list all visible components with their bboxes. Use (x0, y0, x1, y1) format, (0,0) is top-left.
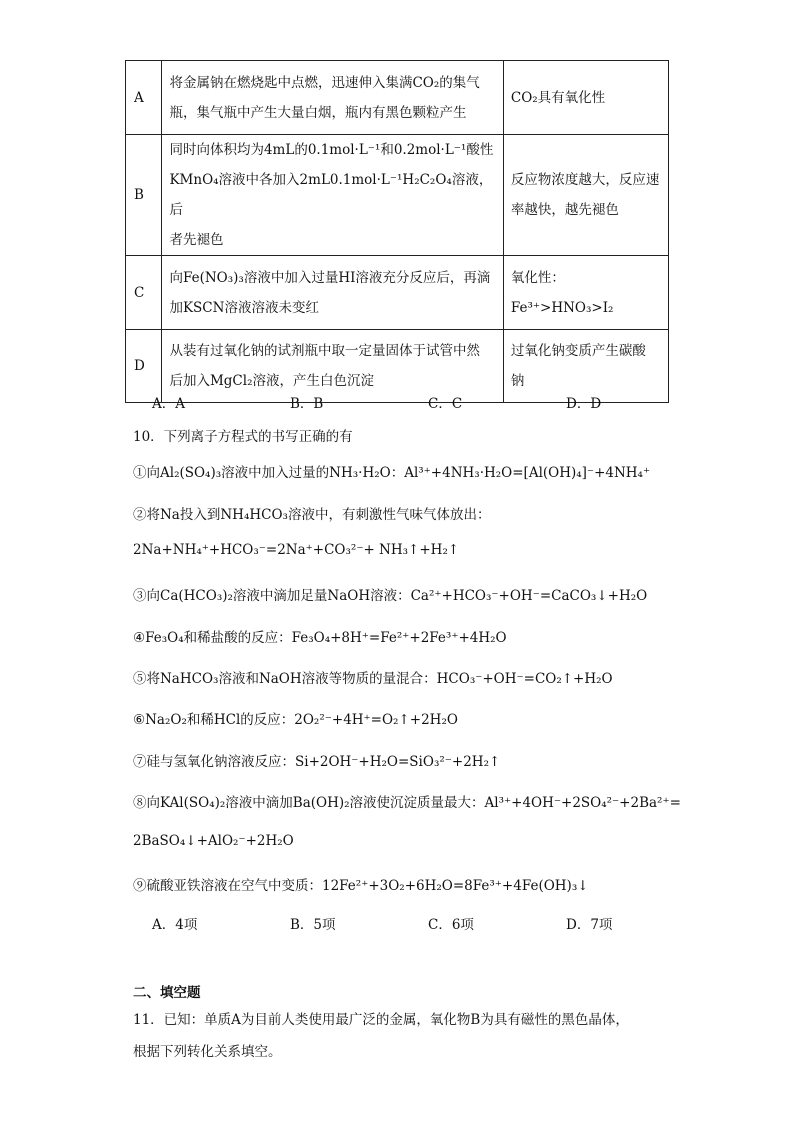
cell-line: CO₂具有氧化性 (510, 89, 606, 106)
q10-item-9: ⑨硫酸亚铁溶液在空气中变质：12Fe²⁺+3O₂+6H₂O=8Fe³⁺+4Fe(OH)₃↓ (133, 878, 589, 894)
table-row (126, 135, 669, 256)
cell-line: 钠 (510, 373, 525, 389)
table-row (126, 61, 669, 135)
section-title: 二、填空题 (133, 985, 201, 1001)
question-10-stem: 10．下列离子方程式的书写正确的有 (133, 429, 353, 445)
option-label: D (126, 330, 162, 403)
cell-line: 从装有过氧化钠的试剂瓶中取一定量固体于试管中然 (169, 343, 480, 359)
cell-line: 氧化性：Fe³⁺>HNO₃>I₂ (510, 269, 614, 316)
cell-line: 向Fe(NO₃)₃溶液中加入过量HI溶液充分反应后，再滴 (169, 269, 491, 286)
q10-item-4: ④Fe₃O₄和稀盐酸的反应：Fe₃O₄+8H⁺=Fe²⁺+2Fe³⁺+4H₂O (133, 630, 507, 646)
conclusion-cell (503, 256, 668, 330)
q10-item-5: ⑤将NaHCO₃溶液和NaOH溶液等物质的量混合：HCO₃⁻+OH⁻=CO₂↑+H₂O (133, 671, 613, 687)
cell-line: KMnO₄溶液中各加入2mL0.1mol·L⁻¹H₂C₂O₄溶液，后 (169, 172, 493, 218)
choice-b[interactable]: B．B (290, 396, 324, 412)
cell-line: 将金属钠在燃烧匙中点燃，迅速伸入集满CO₂的集气 (169, 74, 480, 91)
conclusion-cell (503, 61, 668, 135)
q10-item-7: ⑦硅与氢氧化钠溶液反应：Si+2OH⁻+H₂O=SiO₃²⁻+2H₂↑ (133, 754, 501, 770)
experiment-cell (162, 135, 503, 256)
q10-choices (152, 913, 704, 933)
question-11-line-1: 11．已知：单质A为目前人类使用最广泛的金属，氧化物B为具有磁性的黑色晶体， (133, 1012, 629, 1028)
choice-c[interactable]: C．C (428, 396, 463, 412)
question-11-line-2: 根据下列转化关系填空。 (133, 1044, 282, 1060)
choice-d[interactable]: D．D (566, 396, 602, 412)
option-label: A (126, 61, 162, 135)
q10-item-8: ⑧向KAl(SO₄)₂溶液中滴加Ba(OH)₂溶液使沉淀质量最大：Al³⁺+4OH⁻+2SO₄²⁻+2Ba²⁺= (133, 795, 681, 811)
cell-line: 率越快，越先褪色 (510, 202, 619, 218)
table-row (126, 256, 669, 330)
option-label: C (126, 256, 162, 330)
q10-item-3: ③向Ca(HCO₃)₂溶液中滴加足量NaOH溶液：Ca²⁺+HCO₃⁻+OH⁻=CaCO₃↓+H₂O (133, 588, 648, 604)
cell-line: 瓶，集气瓶中产生大量白烟，瓶内有黑色颗粒产生 (169, 104, 467, 121)
q10-item-6: ⑥Na₂O₂和稀HCl的反应：2O₂²⁻+4H⁺=O₂↑+2H₂O (133, 712, 458, 728)
choice-d[interactable]: D．7项 (566, 917, 613, 933)
cell-line: 后加入MgCl₂溶液，产生白色沉淀 (169, 373, 374, 389)
choice-a[interactable]: A．4项 (152, 917, 198, 933)
experiment-cell (162, 256, 503, 330)
cell-line: 加KSCN溶液溶液未变红 (169, 299, 319, 316)
cell-line: 过氧化钠变质产生碳酸 (510, 343, 646, 359)
choice-a[interactable]: A．A (152, 396, 185, 412)
cell-line: 同时向体积均为4mL的0.1mol·L⁻¹和0.2mol·L⁻¹酸性 (169, 142, 494, 158)
cell-line: 者先褪色 (169, 232, 224, 248)
cell-line: 反应物浓度越大，反应速 (510, 172, 660, 188)
q10-item-1: ①向Al₂(SO₄)₃溶液中加入过量的NH₃·H₂O：Al³⁺+4NH₃·H₂O=[Al(OH)₄]⁻+4NH₄⁺ (133, 465, 651, 481)
conclusion-cell (503, 135, 668, 256)
q10-item-8-cont: 2BaSO₄↓+AlO₂⁻+2H₂O (133, 833, 294, 849)
q10-item-2-equation: 2Na+NH₄⁺+HCO₃⁻=2Na⁺+CO₃²⁻+ NH₃↑+H₂↑ (133, 542, 460, 558)
q9-choices (152, 392, 704, 412)
choice-c[interactable]: C．6项 (428, 917, 474, 933)
experiment-cell (162, 61, 503, 135)
q10-item-2: ②将Na投入到NH₄HCO₃溶液中，有刺激性气味气体放出： (133, 507, 491, 523)
choice-b[interactable]: B．5项 (290, 917, 336, 933)
experiment-table (125, 60, 669, 403)
option-label: B (126, 135, 162, 256)
